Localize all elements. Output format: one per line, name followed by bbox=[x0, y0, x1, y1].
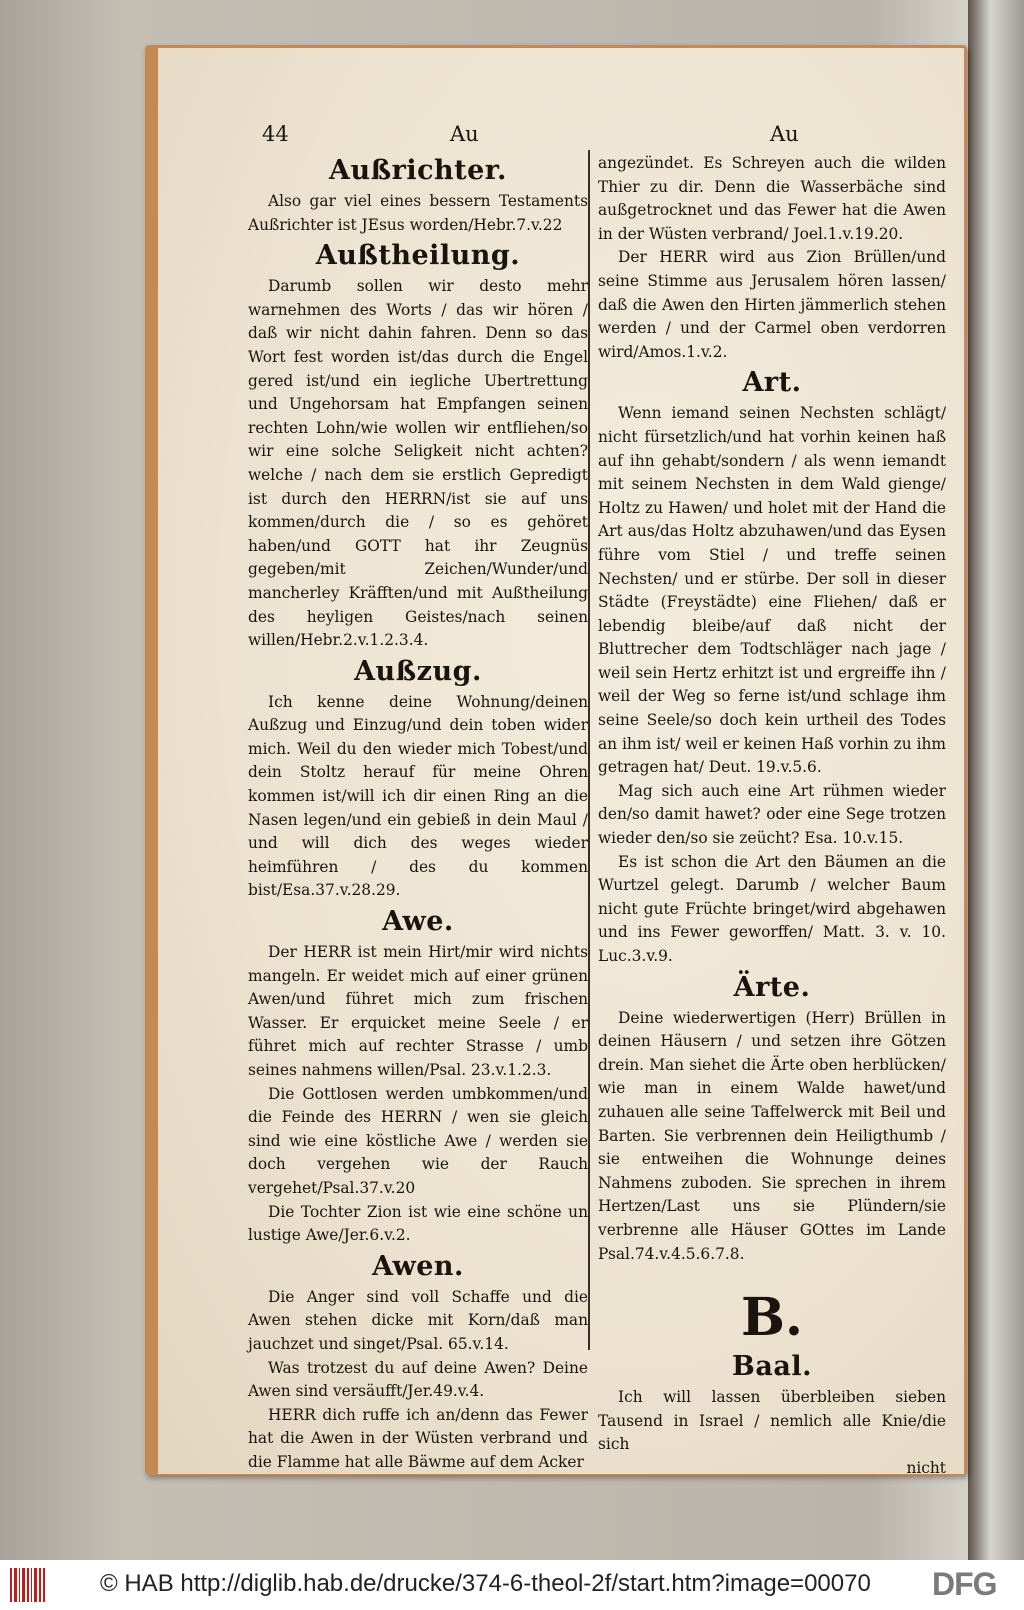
entry-paragraph: Also gar viel eines bessern Testaments Außrichter ist JEsus worden/Hebr.7.v.22 bbox=[248, 192, 588, 234]
catchword: nicht bbox=[906, 1458, 946, 1477]
entry-paragraph: Darumb sollen wir desto mehr warnehmen des Worts / das wir hören / daß wir nicht dahin fahren. Denn so das Wort fest worden ist/das durch die Engel gered ist/und ein iegliche Ubertrettung und Ungehorsam hat Empfangen seinen rechten Lohn/wie wollen wir entfliehen/so wir eine solche Seligkeit nicht achten? welche / nach dem sie erstlich Gepredigt ist durch den HERRN/ist sie auf uns kommen/durch die / so es gehöret haben/und GOTT hat ihr Zeugnüs gegeben/mit Zeichen/Wunder/und mancherley Kräfften/und mit Außtheilung des heyligen Geistes/nach seinen willen/Hebr.2.v.1.2.3.4. bbox=[248, 277, 588, 650]
column-divider bbox=[588, 150, 590, 1350]
left-column bbox=[248, 152, 588, 1475]
entry-paragraph: Es ist schon die Art den Bäumen an die Wurtzel gelegt. Darumb / welcher Baum nicht gute Früchte bringet/wird abgehawen und ins Fewer geworffen/ Matt. 3. v. 10. Luc.3.v.9. bbox=[598, 852, 946, 965]
entry-paragraph: Die Tochter Zion ist wie eine schöne un lustige Awe/Jer.6.v.2. bbox=[248, 1202, 588, 1245]
book-edge bbox=[968, 0, 1024, 1560]
entry-title: Art. bbox=[742, 367, 802, 399]
entry-title: Awen. bbox=[372, 1250, 464, 1282]
dfg-logo: DFG bbox=[932, 1566, 997, 1602]
credit-link[interactable]: © HAB http://diglib.hab.de/drucke/374-6-theol-2f/start.htm?image=00070 bbox=[100, 1570, 871, 1597]
page-number: 44 bbox=[262, 122, 289, 146]
entry-paragraph: Wenn iemand seinen Nechsten schlägt/ nicht fürsetzlich/und hat vorhin keinen haß auf ihn gehabt/sondern / als wenn iemandt mit seinem Nechsten in dem Wald gienge/ Holtz zu Hawen/ und holet mit der Hand die Art aus/das Holtz abzuhawen/und das Eysen führe vom Stiel / und treffe seinen Nechsten/ und er stürbe. Der soll in dieser Städte (Freystädte) eine Fliehen/ daß er lebendig bleibe/auf daß nicht der Bluttrecher dem Todtschläger nach jage / weil sein Hertz erhitzt ist und ergreiffe ihn / weil der Weg so ferne ist/und schlage ihm seine Seele/so doch kein urtheil des Todes an ihm ist/ weil er keinen Haß vorhin zu ihm getragen hat/ Deut. 19.v.5.6. bbox=[598, 404, 947, 777]
entry-title: Außzug. bbox=[354, 655, 482, 687]
entry-title: Ärte. bbox=[733, 971, 811, 1003]
entry-paragraph: Was trotzest du auf deine Awen? Deine Awen sind versäufft/Jer.49.v.4. bbox=[248, 1358, 588, 1401]
running-head-left: Au bbox=[450, 122, 479, 146]
entry-paragraph: Deine wiederwertigen (Herr) Brüllen in deinen Häusern / und setzen ihre Götzen drein. Man siehet die Ärte oben herblücken/ wie man in einem Walde hawet/und zuhauen alle seine Taffelwerck mit Beil und Barten. Sie verbrennen dein Heiligthumb / sie entweihen die Wohnunge deines Nahmens zuboden. Sie sprechen in ihrem Hertzen/Last uns sie Plündern/sie verbrenne alle Häuser GOttes im Lande Psal.74.v.4.5.6.7.8. bbox=[598, 1008, 946, 1263]
entry-paragraph: Ich kenne deine Wohnung/deinen Außzug und Einzug/und dein toben wider mich. Weil du den wieder mich Tobest/und dein Stoltz herauf für meine Ohren kommen ist/will ich dir einen Ring an die Nasen legen/und ein gebieß in dein Maul / und will dich des weges wieder heimführen / des du kommen bist/Esa.37.v.28.29. bbox=[248, 692, 588, 900]
entry-title: Außrichter. bbox=[329, 155, 507, 186]
entry-title: Baal. bbox=[732, 1351, 812, 1383]
entry-paragraph: Mag sich auch eine Art rühmen wieder den/so damit hawet? oder eine Sege trotzen wieder den/so sie zeücht? Esa. 10.v.15. bbox=[598, 781, 946, 848]
entry-paragraph: Der HERR ist mein Hirt/mir wird nichts mangeln. Er weidet mich auf einer grünen Awen/und führet mich zum frischen Wasser. Er erquicket meine Seele / er führet mich auf rechter Strasse / umb seines nahmens willen/Psal. 23.v.1.2.3. bbox=[248, 943, 588, 1079]
entry-paragraph: Die Gottlosen werden umbkommen/und die Feinde des HERRN / wen sie gleich sind wie eine köstliche Awe / werden sie doch vergehen wie der Rauch vergehet/Psal.37.v.20 bbox=[248, 1084, 588, 1197]
entry-paragraph: HERR dich ruffe ich an/denn das Fewer hat die Awen in der Wüsten verbrand und die Flamme hat alle Bäwme auf dem Acker bbox=[248, 1405, 588, 1471]
entry-title: Awe. bbox=[382, 906, 454, 938]
barcode-icon bbox=[10, 1568, 46, 1602]
right-column bbox=[598, 152, 946, 1481]
entry-paragraph: Ich will lassen überbleiben sieben Tausend in Israel / nemlich alle Knie/die sich bbox=[598, 1388, 946, 1454]
entry-paragraph: Die Anger sind voll Schaffe und die Awen stehen dicke mit Korn/daß man jauchzet und singet/Psal. 65.v.14. bbox=[248, 1287, 588, 1353]
entry-title: Außtheilung. bbox=[315, 240, 521, 272]
entry-paragraph: Der HERR wird aus Zion Brüllen/und seine Stimme aus Jerusalem hören lassen/ daß die Awen den Hirten jämmerlich stehen werden / und der Carmel oben verdorren wird/Amos.1.v.2. bbox=[598, 248, 946, 361]
section-letter: B. bbox=[740, 1287, 804, 1349]
running-head-right: Au bbox=[770, 122, 799, 146]
footer-bar bbox=[0, 1560, 1024, 1610]
entry-paragraph: angezündet. Es Schreyen auch die wilden Thier zu dir. Denn die Wasserbäche sind außgetrocknet und das Fewer hat die Awen in der Wüsten verbrand/ Joel.1.v.19.20. bbox=[598, 154, 946, 243]
